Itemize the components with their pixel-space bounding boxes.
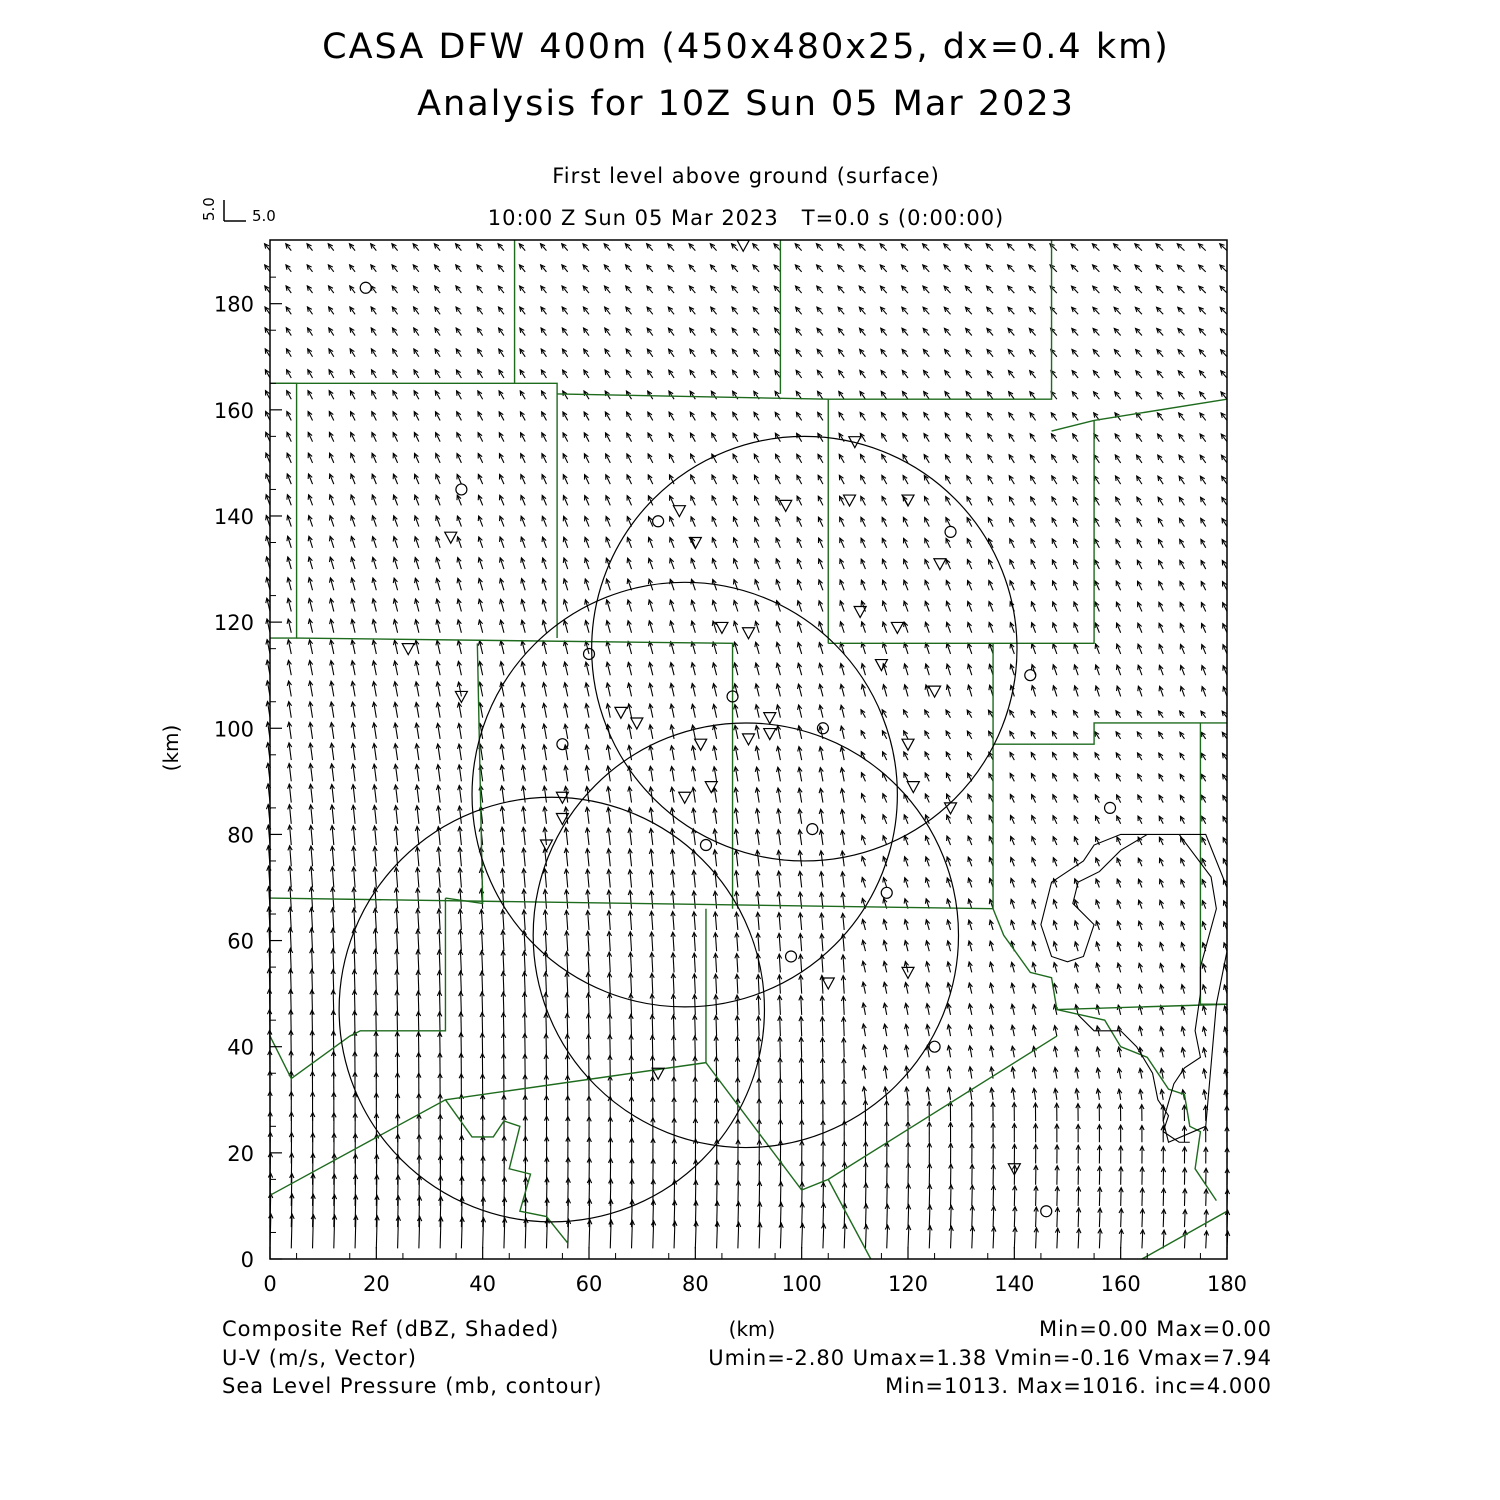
wind-vector xyxy=(737,1036,738,1057)
wind-vector xyxy=(312,969,313,993)
wind-vector xyxy=(844,1038,845,1057)
wind-vector xyxy=(610,1014,611,1036)
wind-vector xyxy=(333,990,334,1015)
wind-vector xyxy=(951,1185,952,1206)
wind-vector xyxy=(844,1224,845,1248)
wind-vector xyxy=(396,909,397,930)
wind-vector xyxy=(674,1036,675,1058)
wind-vector xyxy=(1184,1210,1185,1228)
footer-line1-left: Composite Ref (dBZ, Shaded) xyxy=(222,1317,560,1341)
wind-vector xyxy=(695,1036,696,1057)
radar-range-ring xyxy=(533,723,958,1148)
y-tick-label: 140 xyxy=(213,504,254,529)
wind-vector xyxy=(1099,1208,1100,1227)
x-tick-label: 180 xyxy=(1206,1272,1248,1296)
wind-vector xyxy=(439,930,440,952)
wind-vector xyxy=(1014,1186,1015,1206)
wind-vector xyxy=(1184,1231,1185,1249)
wind-vector xyxy=(460,950,461,972)
y-tick-label: 180 xyxy=(213,292,254,317)
wind-vector xyxy=(482,951,483,973)
wind-vector xyxy=(588,973,589,994)
wind-vector xyxy=(440,1012,441,1036)
wind-vector xyxy=(908,1184,909,1206)
county-boundaries xyxy=(270,240,1227,1259)
lake-outline xyxy=(1041,834,1179,961)
station-circle xyxy=(700,840,711,851)
wind-vector-field xyxy=(265,244,1230,1249)
station-circle xyxy=(881,887,892,898)
wind-vector xyxy=(311,908,312,930)
station-triangle xyxy=(891,622,903,633)
station-triangle xyxy=(743,628,755,639)
wind-vector xyxy=(1057,1207,1058,1227)
wind-vector xyxy=(1078,1187,1079,1206)
county-boundary-line xyxy=(993,909,1227,1010)
station-triangle xyxy=(875,660,887,671)
wind-vector xyxy=(823,1183,824,1206)
station-triangle xyxy=(402,644,414,655)
wind-vector xyxy=(1014,1207,1015,1228)
wind-vector xyxy=(737,995,738,1015)
wind-vector xyxy=(503,930,504,951)
wind-vector xyxy=(482,1012,483,1036)
wind-vector xyxy=(652,1035,653,1057)
axis-ticks xyxy=(270,277,1227,1259)
wind-vector xyxy=(780,1182,781,1206)
wind-vector xyxy=(759,1037,760,1058)
wind-vector xyxy=(993,1185,994,1205)
wind-vector xyxy=(695,1015,696,1036)
wind-vector xyxy=(524,992,525,1014)
radar-range-ring xyxy=(339,797,764,1222)
station-triangle xyxy=(673,506,685,517)
wind-vector xyxy=(439,909,440,930)
wind-vector xyxy=(567,1014,568,1037)
station-triangle xyxy=(929,686,941,697)
station-triangle xyxy=(902,967,914,978)
station-triangle xyxy=(743,734,755,745)
lake-outlines xyxy=(1041,834,1227,1142)
wind-vector xyxy=(631,1014,632,1036)
wind-vector xyxy=(525,1013,526,1036)
time-label: 10:00 Z Sun 05 Mar 2023 T=0.0 s (0:00:00) xyxy=(487,206,1005,230)
wind-vector xyxy=(354,990,355,1015)
wind-vector xyxy=(1163,1230,1164,1248)
figure-title-line1: CASA DFW 400m (450x480x25, dx=0.4 km) xyxy=(322,27,1170,67)
wind-vector xyxy=(993,1227,994,1248)
y-tick-label: 80 xyxy=(227,823,254,848)
figure-title-line2: Analysis for 10Z Sun 05 Mar 2023 xyxy=(417,84,1075,124)
station-circle xyxy=(945,526,956,537)
wind-vector xyxy=(802,1224,803,1249)
wind-vector xyxy=(609,993,610,1014)
wind-vector xyxy=(652,973,653,993)
wind-vector xyxy=(844,1204,845,1228)
wind-vector xyxy=(588,1014,589,1036)
wind-vector xyxy=(822,1017,823,1036)
station-triangle xyxy=(631,718,643,729)
footer-line3-right: Min=1013. Max=1016. inc=4.000 xyxy=(885,1374,1272,1398)
county-boundary-line xyxy=(828,1179,871,1259)
x-tick-label: 160 xyxy=(1100,1272,1141,1296)
wind-vector xyxy=(822,996,823,1015)
y-tick-label: 0 xyxy=(240,1248,254,1272)
x-axis-label: (km) xyxy=(728,1317,776,1341)
wind-vector xyxy=(503,1013,504,1036)
wind-vector xyxy=(887,1204,888,1227)
wind-vector xyxy=(758,1016,759,1036)
station-triangle xyxy=(695,739,707,750)
county-boundary-line xyxy=(828,240,1051,399)
wind-vector xyxy=(972,1185,973,1206)
wind-vector xyxy=(887,1184,888,1206)
wind-vector xyxy=(418,929,419,951)
wind-vector xyxy=(780,996,781,1015)
radar-range-ring xyxy=(592,436,1017,861)
wind-vector xyxy=(1036,1228,1037,1249)
wind-vector xyxy=(951,1226,952,1248)
x-tick-label: 140 xyxy=(994,1272,1035,1296)
wind-vector xyxy=(397,991,398,1015)
wind-vector xyxy=(694,953,695,972)
station-circle xyxy=(1041,1206,1052,1217)
y-tick-label: 160 xyxy=(213,398,254,423)
wind-vector xyxy=(375,908,376,930)
wind-vector xyxy=(588,952,589,972)
wind-vector xyxy=(418,950,419,972)
wind-vector xyxy=(376,991,377,1015)
wind-vector xyxy=(673,974,674,994)
y-axis-label: (km) xyxy=(159,724,183,772)
station-circle xyxy=(1025,670,1036,681)
wind-vector xyxy=(1057,1187,1058,1206)
x-tick-label: 40 xyxy=(469,1272,497,1296)
wind-vector xyxy=(1078,1229,1079,1249)
wind-vector xyxy=(1057,1228,1058,1248)
wind-vector xyxy=(1142,1209,1143,1227)
wind-vector xyxy=(311,887,312,909)
y-tick-label: 60 xyxy=(227,929,254,954)
wind-vector xyxy=(567,952,568,973)
wind-vector xyxy=(588,993,589,1015)
wind-vector xyxy=(503,951,504,972)
wind-vector xyxy=(524,951,525,972)
wind-vector xyxy=(333,928,334,951)
y-tick-label: 120 xyxy=(213,611,254,636)
wind-vector xyxy=(1036,1207,1037,1227)
station-triangle xyxy=(679,792,691,803)
wind-vector xyxy=(630,952,631,972)
wind-vector xyxy=(865,1225,866,1249)
county-boundary-line xyxy=(445,643,482,903)
wind-vector xyxy=(694,974,695,994)
station-circle xyxy=(557,739,568,750)
wind-vector xyxy=(802,1182,803,1206)
station-triangle xyxy=(455,691,467,702)
wind-vector xyxy=(844,1183,845,1206)
county-boundary-line xyxy=(270,383,297,638)
radar-range-rings xyxy=(339,436,1017,1221)
wind-vector xyxy=(929,1184,930,1206)
station-triangle xyxy=(615,707,627,718)
station-triangle xyxy=(764,713,776,724)
wind-vector xyxy=(673,953,674,972)
wind-vector xyxy=(439,991,440,1015)
wind-vector xyxy=(460,909,461,930)
wind-vector xyxy=(823,1224,824,1248)
y-tick-labels xyxy=(214,293,254,1272)
wind-vector xyxy=(738,1181,739,1206)
wind-vector xyxy=(993,1206,994,1227)
wind-vector xyxy=(546,972,547,994)
wind-vector xyxy=(609,952,610,972)
wind-vector xyxy=(461,992,462,1015)
wind-vector xyxy=(887,1225,888,1248)
wind-vector xyxy=(418,1012,419,1037)
wind-vector xyxy=(801,1037,802,1057)
county-boundary-line xyxy=(297,638,733,909)
station-triangle xyxy=(764,729,776,740)
wind-vector xyxy=(631,973,632,994)
station-circle xyxy=(1105,802,1116,813)
wind-vector xyxy=(461,1012,462,1036)
wind-vector xyxy=(418,909,419,930)
wind-vector xyxy=(951,1206,952,1228)
wind-vector xyxy=(780,1203,781,1228)
wind-vector xyxy=(972,1227,973,1249)
wind-vector xyxy=(652,1015,653,1036)
wind-vector xyxy=(1078,1208,1079,1227)
wind-vector xyxy=(865,1204,866,1227)
wind-vector xyxy=(631,994,632,1015)
station-triangle xyxy=(445,532,457,543)
station-triangle xyxy=(780,500,792,511)
wind-vector xyxy=(843,996,844,1014)
wind-vector xyxy=(461,971,462,994)
station-triangle xyxy=(907,782,919,793)
station-circle xyxy=(360,282,371,293)
lake-outline xyxy=(1163,834,1227,1142)
footer-line3-left: Sea Level Pressure (mb, contour) xyxy=(222,1374,603,1398)
county-boundary-line xyxy=(828,420,1094,643)
wind-vector xyxy=(673,994,674,1015)
station-triangle xyxy=(934,559,946,570)
wind-vector xyxy=(695,995,696,1015)
wind-vector xyxy=(652,953,653,973)
wind-vector xyxy=(567,931,568,951)
station-triangle xyxy=(844,495,856,506)
wind-vector xyxy=(333,908,334,930)
wind-vector xyxy=(397,929,398,951)
vector-key-v-label: 5.0 xyxy=(200,197,218,221)
wind-vector xyxy=(397,950,398,973)
x-tick-label: 20 xyxy=(362,1272,390,1296)
wind-vector xyxy=(865,1183,866,1206)
vector-key-u-label: 5.0 xyxy=(252,207,276,225)
wind-vector xyxy=(503,972,504,994)
wind-vector xyxy=(716,974,717,994)
wind-vector xyxy=(673,1015,674,1036)
x-tick-labels xyxy=(263,1272,1247,1296)
wind-vector xyxy=(780,1037,781,1057)
wind-vector xyxy=(801,1017,802,1036)
footer-line2-left: U-V (m/s, Vector) xyxy=(222,1346,417,1370)
station-circle xyxy=(929,1041,940,1052)
wind-vector xyxy=(737,1016,738,1036)
wind-vector xyxy=(716,1015,717,1036)
wind-vector xyxy=(802,1203,803,1227)
x-tick-label: 120 xyxy=(887,1272,929,1296)
wind-vector xyxy=(1142,1230,1143,1249)
wind-vector xyxy=(609,973,610,994)
wind-vector xyxy=(1014,1227,1015,1248)
wind-vector xyxy=(737,974,738,993)
wind-vector xyxy=(758,995,759,1015)
station-circle xyxy=(653,516,664,527)
wind-vector xyxy=(822,1038,823,1058)
wind-vector xyxy=(290,969,291,994)
wind-vector xyxy=(1206,1210,1207,1227)
wind-vector xyxy=(1121,1209,1122,1228)
wind-vector xyxy=(439,950,440,972)
wind-vector xyxy=(1036,1186,1037,1206)
wind-vector xyxy=(801,975,802,993)
station-circle xyxy=(807,824,818,835)
x-tick-label: 60 xyxy=(575,1272,603,1296)
wind-vector xyxy=(929,1226,930,1249)
wind-vector xyxy=(801,996,802,1015)
y-tick-label: 20 xyxy=(227,1141,254,1166)
wind-vector xyxy=(290,907,291,930)
station-triangle xyxy=(737,240,749,251)
wind-vector xyxy=(332,887,333,908)
wind-vector xyxy=(843,1017,844,1036)
wind-vector xyxy=(588,931,589,951)
wind-vector xyxy=(546,993,547,1015)
wind-vector xyxy=(780,1016,781,1036)
wind-vector xyxy=(716,1036,717,1057)
wind-vector xyxy=(908,1225,909,1248)
y-tick-label: 40 xyxy=(227,1035,254,1060)
wind-vector xyxy=(567,972,568,993)
footer-line2-right: Umin=-2.80 Umax=1.38 Vmin=-0.16 Vmax=7.94 xyxy=(708,1346,1272,1370)
station-triangle xyxy=(705,782,717,793)
station-triangle xyxy=(716,622,728,633)
wind-vector xyxy=(546,1013,547,1036)
wind-vector xyxy=(503,992,504,1015)
wind-vector xyxy=(524,972,525,994)
x-tick-label: 0 xyxy=(263,1272,277,1296)
wind-vector xyxy=(460,930,461,951)
wind-vector xyxy=(1163,1209,1164,1227)
wind-vector xyxy=(482,930,483,951)
wind-vector xyxy=(929,1205,930,1227)
wind-vector xyxy=(908,1205,909,1227)
footer-line1-right: Min=0.00 Max=0.00 xyxy=(1038,1317,1272,1341)
wind-vector xyxy=(354,908,355,930)
county-boundary-line xyxy=(515,383,558,638)
wind-vector xyxy=(758,975,759,994)
wind-vector xyxy=(567,993,568,1015)
vector-key xyxy=(200,197,276,225)
wind-vector xyxy=(1121,1229,1122,1248)
station-circle xyxy=(786,951,797,962)
wind-vector xyxy=(418,991,419,1015)
y-tick-label: 100 xyxy=(213,717,254,742)
radar-range-ring xyxy=(472,582,897,1007)
station-triangle xyxy=(945,803,957,814)
station-circle xyxy=(456,484,467,495)
plot-frame xyxy=(270,240,1227,1259)
wind-vector xyxy=(481,909,482,929)
county-boundary-line xyxy=(1057,1010,1217,1201)
county-boundary-line xyxy=(993,643,1227,744)
station-triangle xyxy=(902,739,914,750)
wind-vector xyxy=(375,929,376,951)
wind-vector xyxy=(1099,1229,1100,1248)
x-tick-label: 100 xyxy=(781,1272,822,1296)
wind-vector xyxy=(972,1206,973,1227)
wind-vector xyxy=(1099,1187,1100,1206)
wind-vector xyxy=(1206,1231,1207,1248)
wind-vector xyxy=(482,992,483,1015)
wind-vector xyxy=(397,1011,398,1036)
level-label: First level above ground (surface) xyxy=(552,164,940,188)
wind-vector xyxy=(823,1203,824,1227)
wind-vector xyxy=(354,888,355,909)
lake-outline xyxy=(1078,1015,1190,1142)
wind-vector xyxy=(482,971,483,993)
x-tick-label: 80 xyxy=(681,1272,709,1296)
wind-vector xyxy=(759,1181,760,1205)
wind-vector xyxy=(545,931,546,951)
